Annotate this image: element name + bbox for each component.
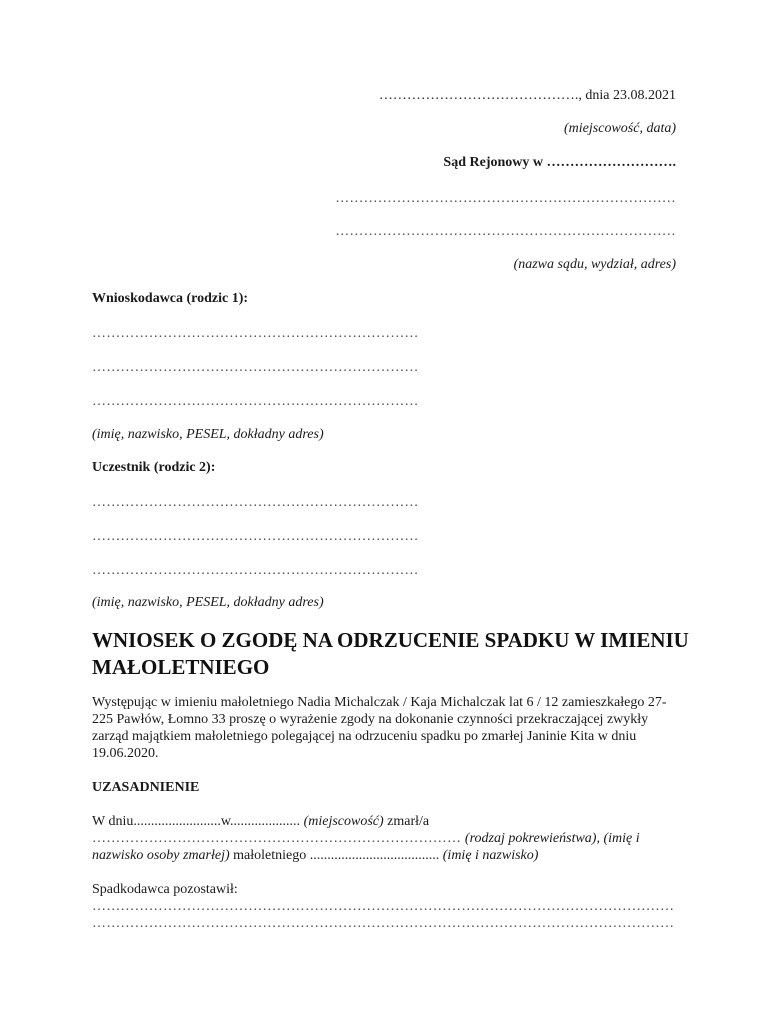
court-line: Sąd Rejonowy w ………………………. [443,155,676,170]
estate-dots-2: …………………………………………………………………………………………………………… [92,916,675,931]
death-date-place-text: W dniu.........................w.................... [92,814,304,829]
relation-dots: …………………………………………………………………… [92,831,465,846]
place-date-line: ……………………………………., dnia 23.08.2021 [378,88,676,103]
death-line-1 [92,813,429,831]
document-title: WNIOSEK O ZGODĘ NA ODRZUCENIE SPADKU W IMIENIU MAŁOLETNIEGO [92,628,689,679]
applicant-caption: (imię, nazwisko, PESEL, dokładny adres) [92,427,324,442]
death-line-3 [92,847,538,865]
justification-heading: UZASADNIENIE [92,780,200,795]
place-date-caption: (miejscowość, data) [564,121,676,136]
participant-label: Uczestnik (rodzic 2): [92,460,216,475]
place-caption: (miejscowość) [303,814,384,829]
participant-caption: (imię, nazwisko, PESEL, dokładny adres) [92,595,324,610]
minor-name-caption: (imię i nazwisko) [442,848,539,863]
court-dots-2: ……………………………………………………………… [335,224,676,239]
relation-caption: (rodzaj pokrewieństwa), (imię i [464,831,640,846]
applicant-line-3: …………………………………………………………… [92,394,419,409]
court-caption: (nazwa sądu, wydział, adres) [513,257,676,272]
court-dots-1: ……………………………………………………………… [335,191,676,206]
participant-line-2: …………………………………………………………… [92,529,419,544]
death-line-2 [92,830,640,848]
intro-paragraph: Występując w imieniu małoletniego Nadia Michalczak / Kaja Michalczak lat 6 / 12 zamieszkałego 27-225 Pawłów, Łomno 33 proszę o wyrażenie zgody na dokonanie czynności przekraczającej zwykły zarząd majątkiem małoletniego polegającej na odrzuceniu spadku po zmarłej Janinie Kita w dniu 19.06.2020. [92,695,667,761]
applicant-line-2: …………………………………………………………… [92,360,419,375]
estate-dots-1: …………………………………………………………………………………………………………… [92,899,675,914]
deceased-name-caption: nazwisko osoby zmarłej) [92,848,230,863]
estate-label: Spadkodawca pozostawił: [92,882,238,897]
applicant-line-1: …………………………………………………………… [92,326,419,341]
minor-text: małoletniego ..................................... [229,848,443,863]
applicant-label: Wnioskodawca (rodzic 1): [92,291,249,306]
died-text: zmarł/a [383,814,430,829]
participant-line-1: …………………………………………………………… [92,495,419,510]
participant-line-3: …………………………………………………………… [92,563,419,578]
